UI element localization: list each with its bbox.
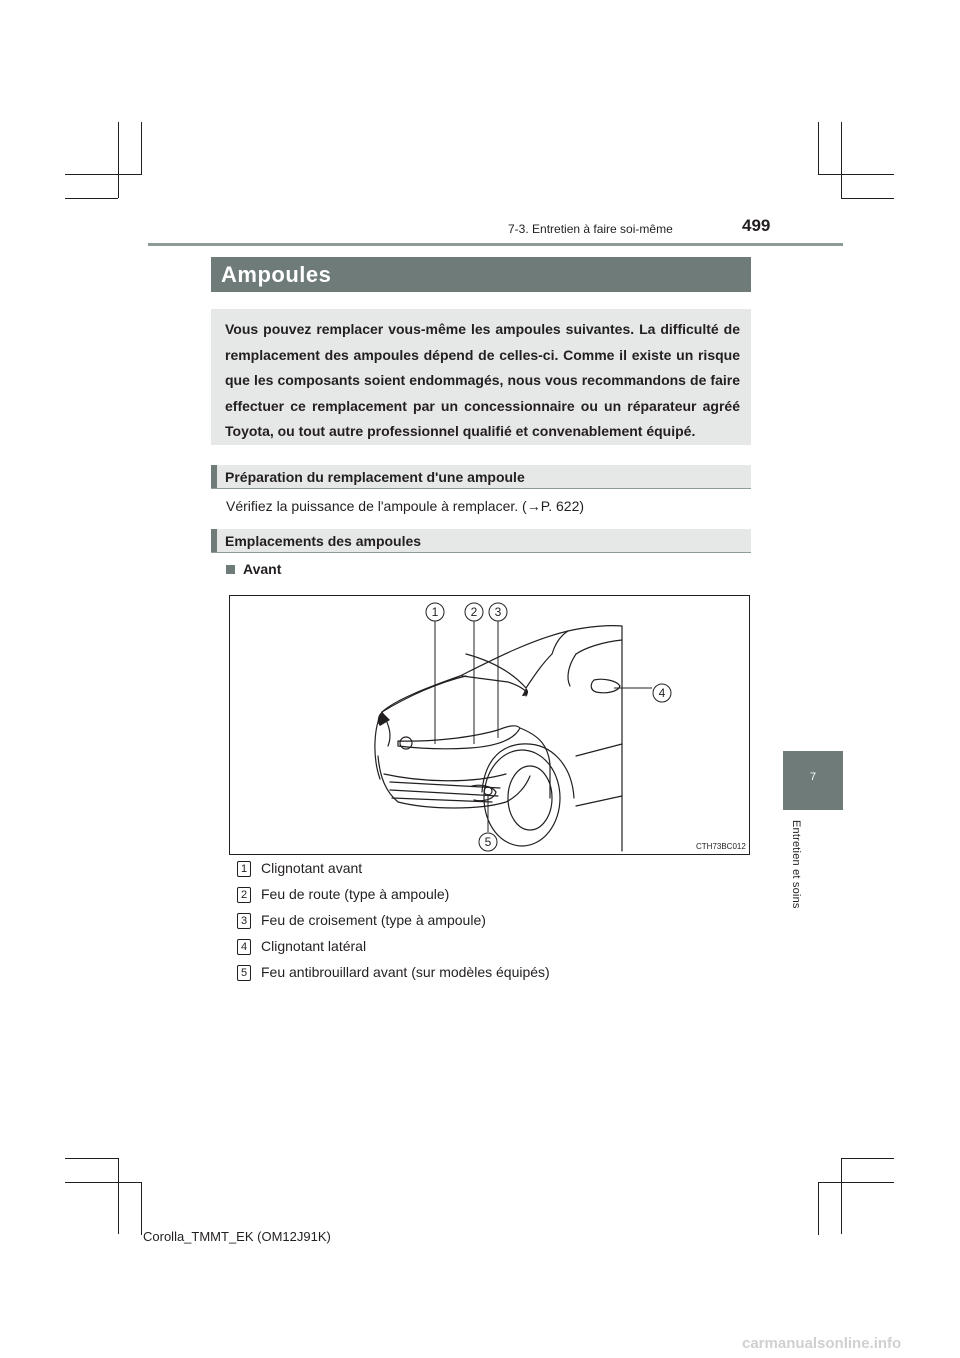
legend-item <box>237 938 737 958</box>
legend-number: 2 <box>237 887 251 903</box>
legend-label: Feu de route (type à ampoule) <box>261 886 450 902</box>
body-shadow <box>378 712 390 726</box>
door-line <box>576 744 622 806</box>
hood-line <box>382 676 466 712</box>
square-bullet-icon <box>226 565 235 574</box>
legend-label: Feu de croisement (type à ampoule) <box>261 912 486 928</box>
crop-mark <box>141 1182 142 1235</box>
page-title: Ampoules <box>221 262 332 287</box>
legend-item <box>237 912 737 932</box>
front-heading-text: Avant <box>243 561 282 577</box>
locations-heading <box>211 529 751 553</box>
chapter-title: Entretien et soins <box>790 820 802 909</box>
car-bulb-diagram <box>229 595 750 855</box>
preparation-heading-text: Préparation du remplacement d'une ampoule <box>225 469 525 485</box>
chapter-tab <box>783 751 843 810</box>
callout-label-3: 3 <box>494 605 502 619</box>
callout-circles <box>426 603 671 851</box>
window-line <box>576 640 622 654</box>
callout-leader-lines <box>435 621 652 832</box>
section-label: 7-3. Entretien à faire soi-même <box>508 222 673 236</box>
legend-item <box>237 886 737 906</box>
headlight-outline <box>398 726 520 749</box>
side-mirror <box>591 679 620 693</box>
wheel-arch <box>482 744 574 798</box>
callout-label-2: 2 <box>470 605 478 619</box>
a-pillar <box>526 631 568 688</box>
title-bar <box>211 257 751 292</box>
legend-item <box>237 964 737 984</box>
legend-number: 3 <box>237 913 251 929</box>
preparation-text: Vérifiez la puissance de l'ampoule à remplacer. (→P. 622) <box>226 498 585 514</box>
front-heading <box>226 561 281 577</box>
crop-mark <box>841 1158 842 1234</box>
heading-bar <box>211 529 217 552</box>
figure-code: CTH73BC012 <box>696 842 746 851</box>
preparation-heading <box>211 465 751 489</box>
watermark-link[interactable]: carmanualsonline.info <box>742 1335 902 1352</box>
crop-mark <box>818 1182 819 1235</box>
crop-mark <box>118 1158 119 1234</box>
fender-line <box>520 728 550 798</box>
callout-label-5: 5 <box>484 835 492 849</box>
legend-number: 1 <box>237 861 251 877</box>
intro-text: Vous pouvez remplacer vous-même les ampoules suivantes. La difficulté de remplacement des ampoules dépend de celles-ci. Comme il existe un risque que les composants soient endommagés, nous vous recommandons de faire effectuer ce remplacement par un concessionnaire ou un réparateur agréé Toyota, ou tout autre professionnel qualifié et convenablement équipé. <box>225 321 740 439</box>
legend-label: Feu antibrouillard avant (sur modèles équipés) <box>261 964 550 980</box>
chapter-number: 7 <box>809 771 817 783</box>
page-number: 499 <box>742 216 771 235</box>
crop-mark <box>818 1182 894 1183</box>
heading-bar <box>211 465 217 488</box>
header-rule <box>148 243 843 246</box>
window-line <box>568 654 576 686</box>
front-wheel <box>484 750 560 846</box>
legend-item <box>237 860 737 880</box>
legend-label: Clignotant latéral <box>261 938 367 954</box>
callout-label-1: 1 <box>431 605 439 619</box>
intro-box <box>211 309 751 445</box>
crop-mark <box>841 1158 894 1159</box>
windshield-edge <box>466 654 526 688</box>
legend-number: 5 <box>237 965 251 981</box>
car-illustration <box>230 596 749 854</box>
crop-mark <box>65 1158 118 1159</box>
locations-heading-text: Emplacements des ampoules <box>225 533 422 549</box>
legend-label: Clignotant avant <box>261 860 363 876</box>
legend-number: 4 <box>237 939 251 955</box>
crop-mark <box>65 1182 141 1183</box>
page-header <box>0 0 960 250</box>
footer-text: Corolla_TMMT_EK (OM12J91K) <box>143 1229 331 1244</box>
callout-label-4: 4 <box>658 686 666 700</box>
